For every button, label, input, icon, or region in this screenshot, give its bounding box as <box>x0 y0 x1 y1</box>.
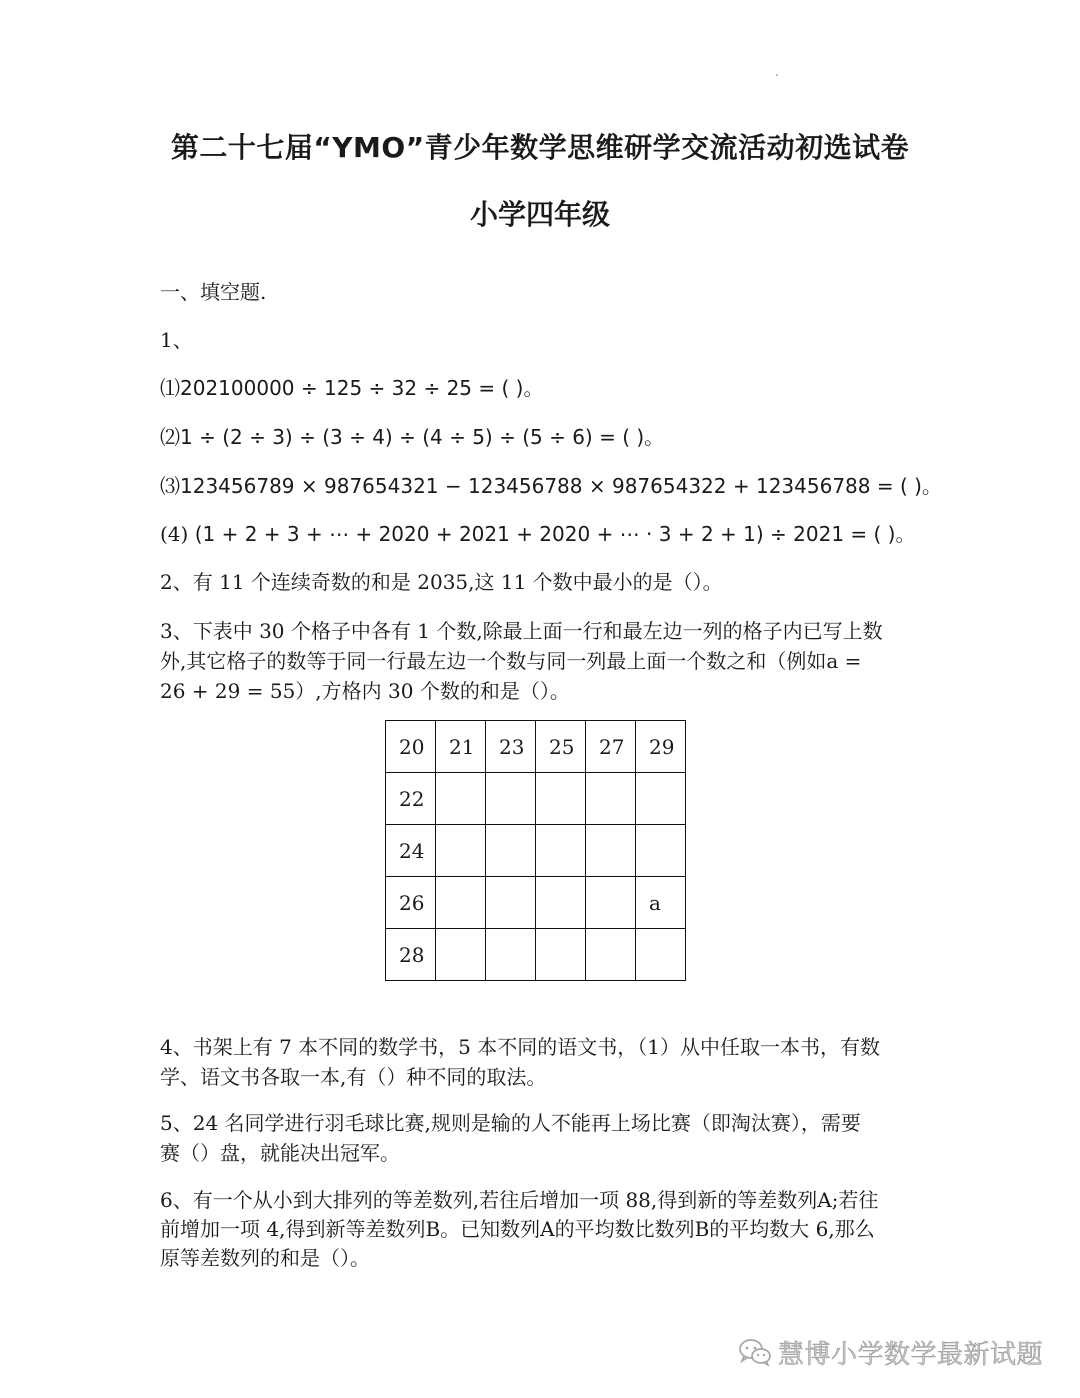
q1-part-4-expr: (1 + 2 + 3 + ⋯ + 2020 + 2021 + 2020 + ⋯ · 3 + 2 + 1) ÷ 2021 = ( )。 <box>188 522 916 546</box>
table-row <box>386 773 686 825</box>
q1-part-3 <box>160 471 942 501</box>
table-cell <box>486 929 536 981</box>
scan-speck <box>776 74 778 76</box>
table-cell: 29 <box>636 721 686 773</box>
q3-line-3: 26 + 29 = 55）,方格内 30 个数的和是（）。 <box>160 679 570 703</box>
table-cell <box>436 773 486 825</box>
q6-line-1: 6、有一个从小到大排列的等差数列,若往后增加一项 88,得到新的等差数列A;若往 <box>160 1188 879 1212</box>
table-cell: 20 <box>386 721 436 773</box>
q4-line-1: 4、书架上有 7 本不同的数学书，5 本不同的语文书，（1）从中任取一本书，有数 <box>160 1035 880 1059</box>
q1-number: 1、 <box>160 328 193 352</box>
table-cell <box>536 773 586 825</box>
table-cell <box>486 773 536 825</box>
table-cell: 24 <box>386 825 436 877</box>
table-cell <box>486 877 536 929</box>
q3-line-1: 3、下表中 30 个格子中各有 1 个数,除最上面一行和最左边一列的格子内已写上数 <box>160 619 883 643</box>
number-grid-table <box>385 720 686 981</box>
table-cell <box>486 825 536 877</box>
q1-part-2 <box>160 422 930 452</box>
table-cell <box>586 929 636 981</box>
table-cell <box>636 773 686 825</box>
q4-line-2: 学、语文书各取一本,有（）种不同的取法。 <box>160 1065 547 1089</box>
q1-part-2-expr: 1 ÷ (2 ÷ 3) ÷ (3 ÷ 4) ÷ (4 ÷ 5) ÷ (5 ÷ 6) = ( )。 <box>180 425 665 449</box>
table-cell <box>636 825 686 877</box>
q5-line-1: 5、24 名同学进行羽毛球比赛,规则是输的人不能再上场比赛（即淘汰赛），需要 <box>160 1111 861 1135</box>
q1-part-4 <box>160 519 930 549</box>
q1-part-2-label: ⑵ <box>160 425 180 449</box>
table-cell <box>586 825 636 877</box>
watermark-text: 慧博小学数学最新试题 <box>778 1339 1044 1370</box>
watermark <box>738 1332 1043 1372</box>
q1-part-1-expr: 202100000 ÷ 125 ÷ 32 ÷ 25 = ( )。 <box>180 376 544 400</box>
exam-title: 第二十七届“YMO”青少年数学思维研学交流活动初选试卷 <box>170 131 910 164</box>
grade-title: 小学四年级 <box>469 198 610 231</box>
table-cell <box>436 825 486 877</box>
q6-line-2: 前增加一项 4,得到新等差数列B。已知数列A的平均数比数列B的平均数大 6,那么 <box>160 1217 875 1241</box>
table-cell: 23 <box>486 721 536 773</box>
table-cell <box>436 877 486 929</box>
table-cell <box>586 877 636 929</box>
table-cell <box>536 825 586 877</box>
q1-part-4-label: (4) <box>160 522 189 546</box>
table-cell <box>586 773 636 825</box>
wechat-icon <box>738 1338 772 1366</box>
table-cell <box>636 929 686 981</box>
section-heading: 一、填空题. <box>160 280 267 304</box>
table-cell <box>536 877 586 929</box>
table-cell <box>536 929 586 981</box>
table-cell: 21 <box>436 721 486 773</box>
q1-part-1-label: ⑴ <box>160 376 180 400</box>
table-row <box>386 877 686 929</box>
q6-line-3: 原等差数列的和是（）。 <box>160 1246 370 1270</box>
q1-part-1 <box>160 373 930 403</box>
q1-part-3-label: ⑶ <box>160 474 180 498</box>
table-cell: 22 <box>386 773 436 825</box>
table-cell: 28 <box>386 929 436 981</box>
q5-line-2: 赛（）盘，就能决出冠军。 <box>160 1141 400 1165</box>
table-cell: 25 <box>536 721 586 773</box>
q2-text: 2、有 11 个连续奇数的和是 2035,这 11 个数中最小的是（）。 <box>160 570 723 594</box>
table-cell: 27 <box>586 721 636 773</box>
q3-line-2: 外,其它格子的数等于同一行最左边一个数与同一列最上面一个数之和（例如a = <box>160 649 862 673</box>
table-row <box>386 929 686 981</box>
table-row <box>386 721 686 773</box>
q1-part-3-expr: 123456789 × 987654321 − 123456788 × 987654322 + 123456788 = ( )。 <box>180 474 942 498</box>
table-cell: 26 <box>386 877 436 929</box>
table-row <box>386 825 686 877</box>
table-cell: a <box>636 877 686 929</box>
table-cell <box>436 929 486 981</box>
